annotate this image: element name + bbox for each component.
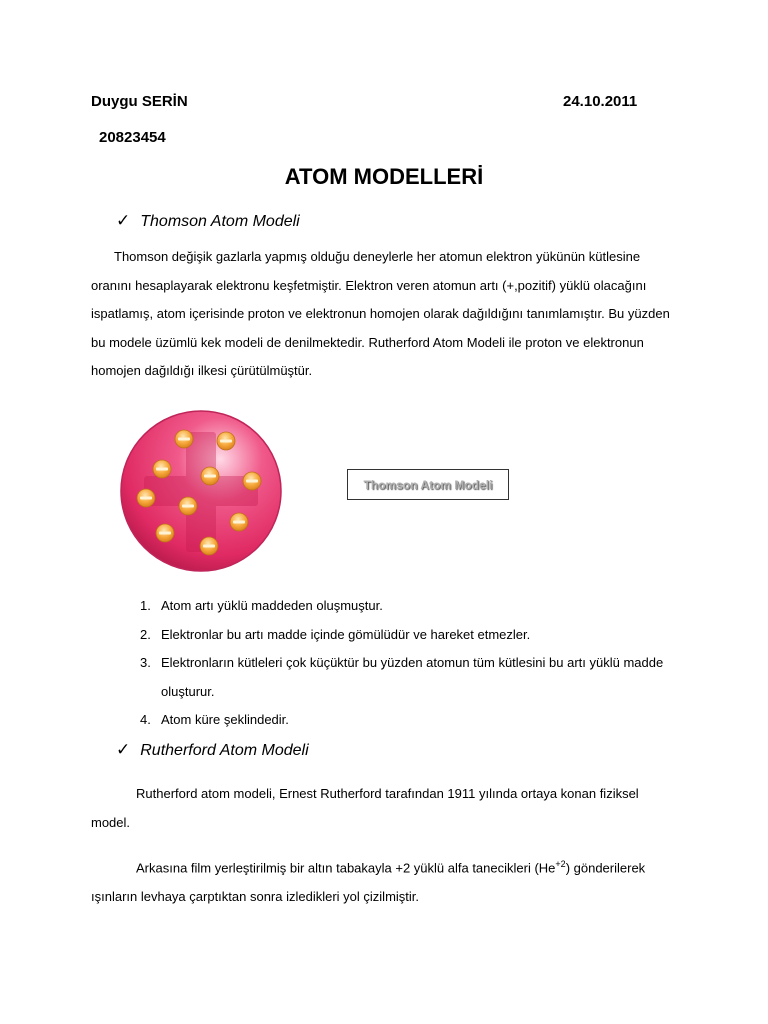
check-icon: ✓ [116, 211, 131, 230]
paragraph-text: Arkasına film yerleştirilmiş bir altın tabakayla +2 yüklü alfa tanecikleri $(He^{+2})$ gönderilerek ışınların levhaya çarptıktan sonra izledikleri yol çizilmiştir. [91, 859, 646, 904]
thomson-paragraph [91, 243, 681, 386]
figure-caption: Thomson Atom Modeli [347, 469, 509, 500]
section-heading-label: Rutherford Atom Modeli [140, 742, 309, 759]
thomson-points-list [140, 592, 680, 735]
thomson-atom-illustration [118, 408, 284, 574]
author-name: Duygu SERİN [91, 93, 188, 110]
check-icon: ✓ [116, 740, 131, 759]
section-heading-label: Thomson Atom Modeli [140, 213, 300, 230]
paragraph-text: Rutherford atom modeli, Ernest Rutherford tarafından 1911 yılında ortaya konan fiziksel model. [91, 786, 639, 830]
page-title: ATOM MODELLERİ [284, 164, 484, 189]
document-date: 24.10.2011 [563, 93, 638, 110]
paragraph-text: Thomson değişik gazlarla yapmış olduğu deneylerle her atomun elektron yükünün kütlesine oranını hesaplayarak elektronu keşfetmiştir. Elektron veren atomun artı (+,pozitif) yüklü olacağını ispatlamış, atom içerisinde proton ve elektronun homojen olarak dağıldığını tanımlamıştır. Bu yüzden bu modele üzümlü kek modeli de denilmektedir. Rutherford Atom Modeli ile proton ve elektronun homojen dağıldığı ilkesi çürütülmüştür. [91, 249, 670, 378]
rutherford-paragraph-2 [91, 850, 681, 911]
superscript-charge: +2 [555, 859, 566, 869]
rutherford-paragraph-1 [91, 780, 681, 837]
list-item: 4. Atom küre şeklindedir. [140, 712, 289, 727]
section-heading-rutherford [116, 740, 309, 760]
list-item: 3. Elektronların kütleleri çok küçüktür bu yüzden atomun tüm kütlesini bu artı yüklü madde oluşturur. [140, 655, 664, 699]
student-id: 20823454 [99, 129, 166, 146]
list-item: 2. Elektronlar bu artı madde içinde gömülüdür ve hareket etmezler. [140, 626, 531, 642]
section-heading-thomson [116, 211, 300, 231]
list-item: 1. Atom artı yüklü maddeden oluşmuştur. [140, 598, 383, 613]
